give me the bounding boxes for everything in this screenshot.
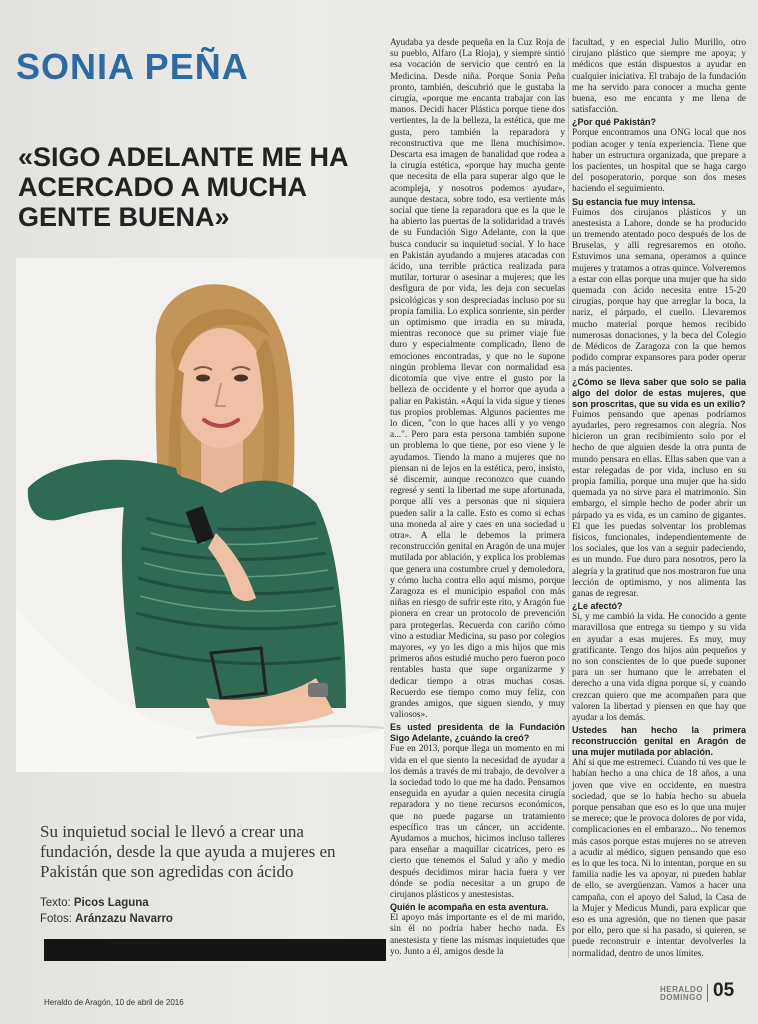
decorative-black-bar: [44, 939, 386, 961]
interview-question: ¿Cómo se lleva saber que solo se palia algo del dolor de estas mujeres, que son proscritas, que su vida es un exilio?: [572, 376, 746, 409]
portrait-photo: [16, 258, 384, 772]
photo-credit: [40, 911, 380, 927]
footer-brand: [660, 986, 703, 1002]
interviewee-name: SONIA PEÑA: [16, 46, 249, 87]
page-number: 05: [713, 980, 735, 1001]
interview-question: Quién le acompaña en esta aventura.: [390, 902, 549, 913]
footer-dateline: Heraldo de Aragón, 10 de abril de 2016: [44, 998, 184, 1007]
photo-credit-author: Aránzazu Navarro: [75, 913, 173, 925]
article-paragraph: Fuimos pensando que apenas podríamos ayudarles, pero regresamos con alegría. Nos hicieron un gran recibimiento solo por el hecho de que alguien desde la otra punta de mundo pensara en ellas. Ellas saben que van a estar relegadas de por vida, incluso en su propia familia, porque una mujer que ha sido quemada ya no sirve para el matrimonio. Sin embargo, el simple hecho de poder abrir un párpado ya es vida, es un camino de gigantes. El que les puedas solventar los problemas físicos, funcionales, independientemente de los sociales, que los van a seguir padeciendo, es un mundo. Fue duro para nosotros, pero la alegría y la gratitud que nos mostraron fue una lección de optimismo, y nos alimenta las ganas de regresar.: [572, 409, 746, 599]
text-credit-label: Texto:: [40, 897, 71, 909]
photo-credit-label: Fotos:: [40, 913, 72, 925]
interview-question: Ustedes han hecho la primera reconstrucción genital en Aragón de una mujer mutilada por ablación.: [572, 725, 746, 758]
article-paragraph: Ahí sí que me estremecí. Cuando tú ves que le habían hecho a una chica de 18 años, a una joven que vive en occidente, en nuestra sociedad, que se lo había hecho su abuela porque pensaban que eso es lo que una mujer se merece; que le provoca dolores de por vida, complicaciones en el embarazo... No tenemos más casos porque estas mujeres no se atreven a acudir al médico, siguen pensando que eso es lo que les toca. Ni lo intentan, porque en su familia nadie les va apoyar, ni pueden hablar de ello, se avergüenzan. Vamos a hacer una campaña, con el apoyo del Salud, la Casa de la Mujer y Medicus Mundi, para explicar que eso es una agresión, que no tienen que pasar por ello, pero que si ha pasado, si quieren, se puede reconstruir e intentar devolverles la normalidad, dentro de unos límites.: [572, 758, 746, 959]
interview-question: Su estancia fue muy intensa.: [572, 196, 696, 207]
interview-question: Es usted presidenta de la Fundación Sigo Adelante, ¿cuándo la creó?: [390, 722, 565, 744]
article-column-2: [572, 38, 746, 960]
footer-brand-line1: HERALDO: [660, 985, 704, 994]
article-paragraph: Sí, y me cambió la vida. He conocido a gente maravillosa que entrega su tiempo y su vida en ayudar a esas mujeres. Es muy, muy gratificante. Tengo dos hijos aún pequeños y no son conscientes de lo que puede suponer para un ser humano que le arrebaten el derecho a una vida digna porque sí, y cuando crezcan quiero que me acompañen para que valoren la libertad y piensen en que hay que ayudar a los demás.: [572, 612, 746, 723]
article-paragraph: Fue en 2013, porque llega un momento en mi vida en el que siento la necesidad de ayudar a los demás a través de mi trabajo, de devolver a la sociedad todo lo que me ha dado. Pensamos enseguida en ayudar a quien necesita cirugía reparadora y no tiene recursos económicos, que no puede pagarse un tratamiento específico tras un cáncer, un accidente. Ayudamos a muchos, hicimos incluso talleres para enseñar a maquillar cicatrices, pero es cierto que tenemos el Salud y año y medio después decidimos mirar hacia fuera y ver dónde se podía necesitar a un grupo de cirujanos plásticos y anestesistas.: [390, 744, 565, 901]
article-paragraph: facultad, y en especial Julio Murillo, otro cirujano plástico que siempre me apoya; y médicos que están dispuestos a ayudar en cualquier iniciativa. El trabajo de la fundación me ha servido para conocer a mucha gente buena, eso me encanta y me llena de satisfacción.: [572, 38, 746, 116]
footer-brand-line2: DOMINGO: [660, 993, 703, 1002]
article-paragraph: Fuimos dos cirujanos plásticos y un anestesista a Lahore, donde se ha producido un tremendo atentado poco después de los de Bruselas, y allí regresaremos en otoño. Estuvimos una semana, operamos a quince mujeres y tratamos a otras quince. Volveremos a estar con ellas porque una mujer que ha sido quemada con ácido necesita entre 15-20 cirugías, porque hay que arreglar la boca, la nariz, el párpado, el cuello. Llevaremos mucho material porque hemos recibido numerosas donaciones, y la beca del Colegio de Médicos de Zaragoza con la que hemos podido comprar expansores para poder operar a más pacientes.: [572, 207, 746, 375]
interview-question: ¿Por qué Pakistán?: [572, 117, 657, 128]
photo-caption: Su inquietud social le llevó a crear una fundación, desde la que ayuda a mujeres en Pakistán que son agredidas con ácido: [40, 822, 336, 881]
portrait-illustration: [16, 258, 384, 772]
credits: [40, 895, 380, 927]
text-credit: [40, 895, 380, 911]
text-credit-author: Picos Laguna: [73, 897, 149, 909]
article-column-1: [390, 38, 565, 958]
footer-separator: [707, 984, 708, 1002]
headline-quote: «SIGO ADELANTE ME HA ACERCADO A MUCHA GENTE BUENA»: [18, 142, 348, 232]
article-paragraph: Porque encontramos una ONG local que nos podían acoger y tenía experiencia. Tiene que haber un estructura organizada, que prepare a los pacientes, un hospital que se haga cargo del posoperatorio, porque son dos meses haciendo el seguimiento.: [572, 128, 746, 195]
article-paragraph: El apoyo más importante es el de mi marido, sin él no podría haber hecho nada. Es anestesista y tiene las mismas inquietudes que yo. Junto a él, amigos desde la: [390, 913, 565, 957]
article-paragraph: Ayudaba ya desde pequeña en la Cuz Roja de su pueblo, Alfaro (La Rioja), y siempre sintió esa vocación de servicio que centró en la Medicina. Desde niña. Porque Sonia Peña pronto, también, descubrió que le gustaba la cirugía, «porque me encanta trabajar con las manos. Decidí hacer Plástica porque tiene dos vertientes, la de la belleza, la estética, que me gusta, pero también la reparadora y reconstructiva que me llena muchísimo». Descarta esa imagen de banalidad que rodea a la cirugía estética, «porque hay mucha gente que necesita de ella para superar algo que le acompleja, y nosotros podemos ayudar», aunque destaca, sobre todo, esa vertiente más social que tiene la reparadora que es la que le ha abierto las puertas de la solidaridad a través de su Fundación Sigo Adelante, con la que busca conducir su inquietud social. Y lo hace en Pakistán ayudando a mujeres atacadas con ácido, una terrible práctica realizada para mutilar, torturar o asesinar a mujeres; que les desfigura de por vida, les deja con secuelas psicológicas y son despreciadas incluso por su propia familia. Lo explica sonriente, sin perder un optimismo que irradia en su mirada, mientras reconoce que su primer viaje fue duro y especialmente complicado, lleno de emociones encontradas, y que no le supone ningún problema llevar con normalidad esa dicotomía que vive entre el gusto por la belleza de occidente y el horror que ayuda a paliar en Pakistán. «Aquí la vida sigue y tienes tus propios problemas. Algunos pacientes me lo dicen, "con lo que haces allí y yo vengo a...". Pero para esta persona también supone un problema lo que tiene, por eso viene y le ayudamos. Tiendo la mano a mujeres que no piensan ni de lejos en la estética, pero, insisto, sé discernir, aunque reconozco que cuando regresé y sentí la libertad me supe afortunada, porque allí ves a personas que ni siquiera pueden salir a la calle. Esto es como si echas una moneda al aire y caes en una sociedad u otra». A ella le debemos la primera reconstrucción genital en Aragón de una mujer mutilada por ablación, y explica los problemas que genera una costumbre cruel y demoledora, y cómo lucha contra ello aquí mismo, porque Zaragoza es el municipio español con más niñas en riesgo de sufrir este rito, y Aragón fue pionera en crear un protocolo de prevención para protegerlas. Recuerda con cariño cómo vino a estudiar Medicina, su paso por colegios mayores, «y yo les digo a mis hijos que mis primeros años estudié mucho pero fueron poco rentables hasta que supe organizarme y dedicar tiempo a otras muchas cosas. Recuerdo ese tiempo como muy feliz, con grandes amigos, que siguen siendo, y muy valiosos».: [390, 38, 565, 721]
column-divider: [568, 38, 569, 958]
interview-question: ¿Le afectó?: [572, 601, 623, 612]
